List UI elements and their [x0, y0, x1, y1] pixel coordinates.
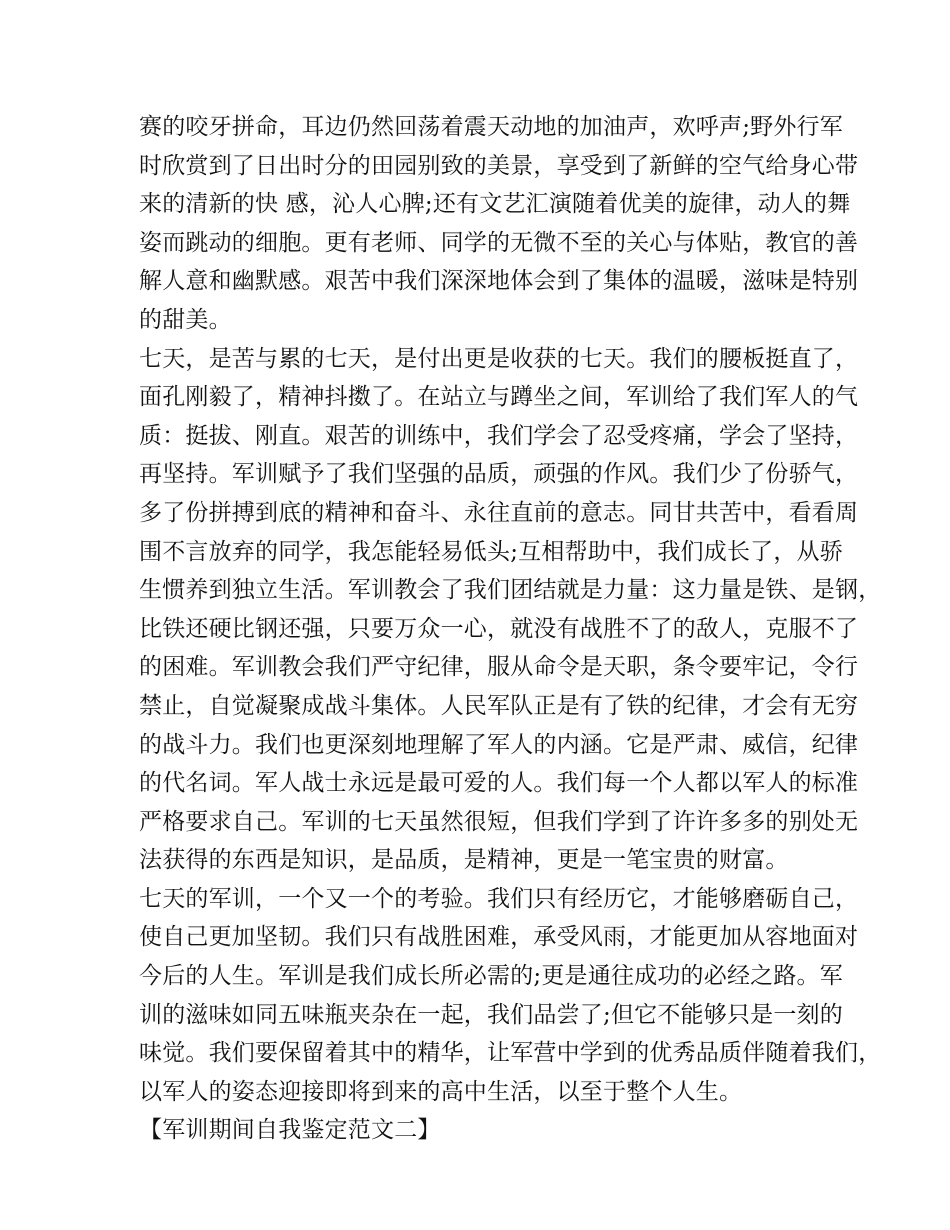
- text-line: 赛的咬牙拼命，耳边仍然回荡着震天动地的加油声，欢呼声;野外行军: [139, 114, 843, 140]
- text-line: 来的清新的快 感，沁人心脾;还有文艺汇演随着优美的旋律，动人的舞: [139, 191, 851, 218]
- text-line: 围不言放弃的同学，我怎能轻易低头;互相帮助中，我们成长了，从骄: [139, 538, 843, 565]
- text-line: 的战斗力。我们也更深刻地理解了军人的内涵。它是严肃、威信，纪律: [139, 731, 859, 758]
- text-line: 生惯养到独立生活。军训教会了我们团结就是力量：这力量是铁、是钢，: [139, 577, 882, 604]
- text-line: 使自己更加坚韧。我们只有战胜困难，承受风雨，才能更加从容地面对: [139, 924, 859, 951]
- text-line: 的代名词。军人战士永远是最可爱的人。我们每一个人都以军人的标准: [139, 770, 859, 797]
- text-line: 多了份拼搏到底的精神和奋斗、永往直前的意志。同甘共苦中，看看周: [139, 499, 859, 526]
- text-line: 七天，是苦与累的七天，是付出更是收获的七天。我们的腰板挺直了，: [139, 345, 859, 372]
- paragraph-1: [139, 108, 859, 340]
- text-line: 比铁还硬比钢还强，只要万众一心，就没有战胜不了的敌人，克服不了: [139, 615, 859, 642]
- document-body: [139, 108, 882, 1150]
- text-line: 时欣赏到了日出时分的田园别致的美景，享受到了新鲜的空气给身心带: [139, 152, 859, 179]
- text-line: 再坚持。军训赋予了我们坚强的品质，顽强的作风。我们少了份骄气，: [139, 461, 859, 488]
- text-line: 味觉。我们要保留着其中的精华，让军营中学到的优秀品质伴随着我们，: [139, 1040, 882, 1067]
- text-line: 禁止，自觉凝聚成战斗集体。人民军队正是有了铁的纪律，才会有无穷: [139, 692, 859, 719]
- text-line: 严格要求自己。军训的七天虽然很短，但我们学到了许许多多的别处无: [139, 808, 859, 835]
- text-line: 今后的人生。军训是我们成长所必需的;更是通往成功的必经之路。军: [139, 963, 843, 990]
- text-line: 姿而跳动的细胞。更有老师、同学的无微不至的关心与体贴，教官的善: [139, 229, 859, 256]
- text-line: 的甜美。: [139, 306, 232, 333]
- paragraph-3: [139, 880, 882, 1112]
- text-line: 面孔刚毅了，精神抖擞了。在站立与蹲坐之间，军训给了我们军人的气: [139, 384, 859, 411]
- text-line: 七天的军训，一个又一个的考验。我们只有经历它，才能够磨砺自己，: [139, 885, 859, 912]
- text-line: 训的滋味如同五味瓶夹杂在一起，我们品尝了;但它不能够只是一刻的: [139, 1001, 843, 1028]
- text-line: 法获得的东西是知识，是品质，是精神，更是一笔宝贵的财富。: [139, 847, 789, 874]
- section-heading: 【军训期间自我鉴定范文二】: [139, 1117, 441, 1144]
- text-line: 以军人的姿态迎接即将到来的高中生活，以至于整个人生。: [139, 1078, 743, 1105]
- text-line: 质：挺拔、刚直。艰苦的训练中，我们学会了忍受疼痛，学会了坚持，: [139, 422, 859, 449]
- text-line: 的困难。军训教会我们严守纪律，服从命令是天职，条令要牢记，令行: [139, 654, 859, 681]
- paragraph-2: [139, 340, 882, 880]
- text-line: 解人意和幽默感。艰苦中我们深深地体会到了集体的温暖，滋味是特别: [139, 268, 859, 295]
